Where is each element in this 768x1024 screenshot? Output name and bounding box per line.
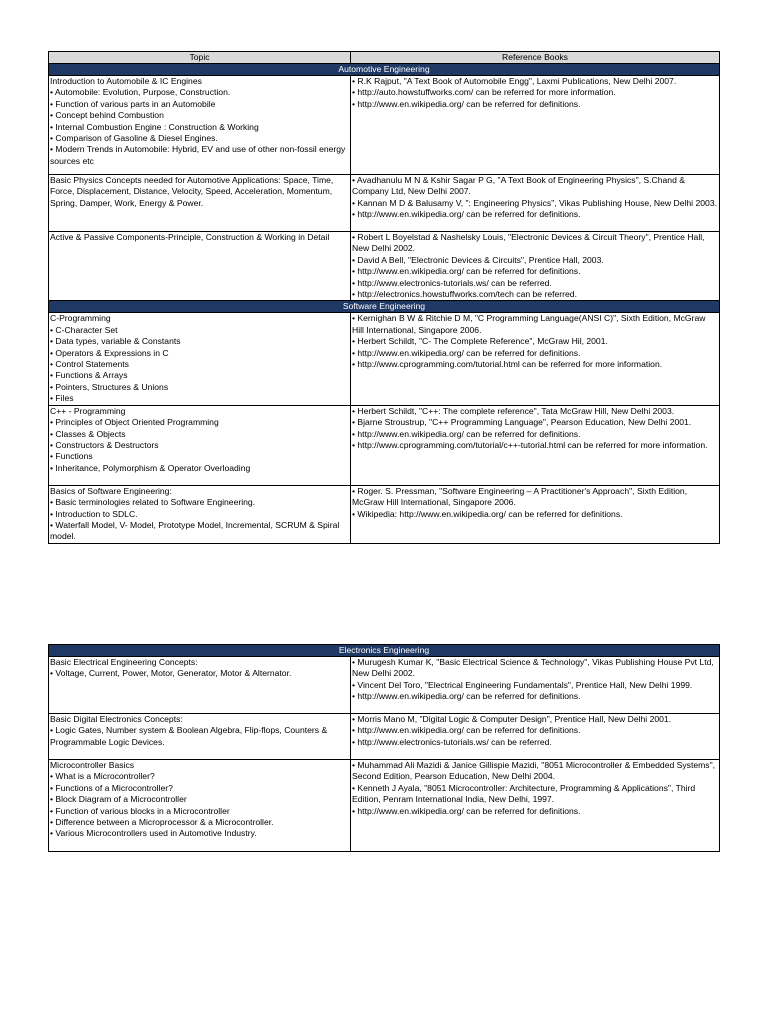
topic-bullet: • Modern Trends in Automobile: Hybrid, EV and use of other non-fossil energy sources etc (50, 144, 346, 166)
topic-bullet: • Functions of a Microcontroller? (50, 782, 173, 793)
topic-bullet: • Files (50, 393, 74, 404)
reference-item: • http://www.en.wikipedia.org/ can be referred for definitions. (352, 691, 581, 702)
reference-item: • Bjarne Stroustrup, "C++ Programming Language", Pearson Education, New Delhi 2001. (352, 417, 692, 428)
reference-item: • http://www.cprogramming.com/tutorial.html can be referred for more information. (352, 359, 663, 370)
topic-bullet: • Internal Combustion Engine : Construction & Working (50, 121, 259, 132)
reference-item: • http://www.en.wikipedia.org/ can be referred for definitions. (352, 805, 581, 816)
topic-bullet: • Principles of Object Oriented Programming (50, 417, 219, 428)
reference-item: • R.K Rajput, "A Text Book of Automobile Engg", Laxmi Publications, New Delhi 2007. (352, 76, 677, 86)
topic-cell (49, 232, 351, 301)
reference-item: • http://www.en.wikipedia.org/ can be referred for definitions. (352, 98, 581, 109)
topic-bullet: • What is a Microcontroller? (50, 771, 155, 782)
reference-item: • Robert L Boyelstad & Nashelsky Louis, "Electronic Devices & Circuit Theory", Prentice Hall, New Delhi 2002. (352, 232, 705, 254)
table-row (49, 76, 720, 175)
topic-title: Introduction to Automobile & IC Engines (50, 76, 202, 86)
table-header-row (49, 52, 720, 64)
topic-bullet: • Block Diagram of a Microcontroller (50, 794, 187, 805)
reference-item: • Muhammad Ali Mazidi & Janice Gillispie Mazidi, "8051 Microcontroller & Embedded Systems", Second Edition, Pearson Education, New Delhi 2004. (352, 760, 716, 782)
topic-cell (49, 313, 351, 405)
reference-item: • http://www.cprogramming.com/tutorial/c++-tutorial.html can be referred for more information. (352, 439, 708, 450)
table-row (49, 175, 720, 232)
topic-cell (49, 760, 351, 852)
topic-bullet: • Various Microcontrollers used in Automotive Industry. (50, 828, 257, 839)
topic-bullet: • Automobile: Evolution, Purpose, Construction. (50, 87, 231, 98)
reference-item: • http://www.electronics-tutorials.ws/ can be referred. (352, 277, 552, 288)
reference-item: • http://www.en.wikipedia.org/ can be referred for definitions. (352, 266, 581, 277)
table-row (49, 760, 720, 852)
reference-cell (351, 313, 720, 405)
table-row (49, 232, 720, 301)
topic-bullet: • Functions (50, 451, 93, 462)
section-title: Automotive Engineering (49, 64, 720, 76)
reference-item: • http://www.en.wikipedia.org/ can be referred for definitions. (352, 428, 581, 439)
reference-cell (351, 657, 720, 714)
topic-bullet: • Function of various parts in an Automobile (50, 98, 216, 109)
reference-item: • Kannan M D & Balusamy V, ": Engineering Physics", Vikas Publishing House, New Delhi 2003. (352, 197, 717, 208)
topic-bullet: • C-Character Set (50, 324, 118, 335)
reference-cell (351, 485, 720, 543)
topic-cell (49, 714, 351, 760)
topic-bullet: • Difference between a Microprocessor & a Microcontroller. (50, 817, 274, 828)
topic-title: Basic Electrical Engineering Concepts: (50, 657, 198, 667)
reference-item: • Kernighan B W & Ritchie D M, "C Programming Language(ANSI C)", Sixth Edition, McGraw Hill International, Singapore 2006. (352, 313, 706, 335)
topic-cell (49, 405, 351, 485)
section-header-row (49, 645, 720, 657)
topic-title: Basic Digital Electronics Concepts: (50, 714, 183, 724)
syllabus-table-1 (48, 51, 720, 544)
topic-bullet: • Function of various blocks in a Microcontroller (50, 805, 230, 816)
reference-item: • Murugesh Kumar K, "Basic Electrical Science & Technology", Vikas Publishing House Pvt Ltd, New Delhi 2002. (352, 657, 714, 679)
section-title: Software Engineering (49, 301, 720, 313)
reference-item: • http://www.en.wikipedia.org/ can be referred for definitions. (352, 347, 581, 358)
topic-bullet: • Basic terminologies related to Software Engineering. (50, 497, 256, 508)
reference-item: • Morris Mano M, "Digital Logic & Computer Design", Prentice Hall, New Delhi 2001. (352, 714, 672, 724)
topic-bullet: • Operators & Expressions in C (50, 347, 169, 358)
reference-column-header: Reference Books (351, 52, 720, 64)
topic-title: C++ - Programming (50, 405, 126, 416)
table-row (49, 405, 720, 485)
reference-item: • http://electronics.howstuffworks.com/tech can be referred. (352, 289, 577, 300)
topic-title: Basics of Software Engineering: (50, 485, 172, 496)
topic-cell (49, 175, 351, 232)
topic-bullet: • Waterfall Model, V- Model, Prototype Model, Incremental, SCRUM & Spiral model. (50, 519, 340, 542)
topic-bullet: • Data types, variable & Constants (50, 336, 181, 347)
reference-item: • http://www.en.wikipedia.org/ can be referred for definitions. (352, 725, 581, 736)
reference-cell (351, 76, 720, 175)
topic-title: Microcontroller Basics (50, 760, 135, 770)
topic-bullet: • Constructors & Destructors (50, 439, 159, 450)
topic-bullet: • Logic Gates, Number system & Boolean Algebra, Flip-flops, Counters & Programmable Logic Devices. (50, 725, 328, 747)
topic-bullet: • Inheritance, Polymorphism & Operator Overloading (50, 462, 251, 473)
reference-item: • http://auto.howstuffworks.com/ can be referred for more information. (352, 87, 616, 98)
topic-bullet: • Introduction to SDLC. (50, 508, 138, 519)
topic-bullet: • Functions & Arrays (50, 370, 128, 381)
section-header-row (49, 64, 720, 76)
topic-column-header: Topic (49, 52, 351, 64)
table-row (49, 714, 720, 760)
section-header-row (49, 301, 720, 313)
table-row (49, 313, 720, 405)
topic-bullet: • Pointers, Structures & Unions (50, 381, 169, 392)
reference-cell (351, 175, 720, 232)
table-row (49, 485, 720, 543)
reference-item: • Herbert Schildt, "C++: The complete reference", Tata McGraw Hill, New Delhi 2003. (352, 405, 675, 416)
reference-cell (351, 232, 720, 301)
topic-title: Basic Physics Concepts needed for Automotive Applications: Space, Time, Force, Displacement, Distance, Velocity, Speed, Acceleration, Momentum, Spring, Damper, Work, Energy & Power. (50, 175, 334, 208)
reference-item: • Roger. S. Pressman, "Software Engineering – A Practitioner's Approach", Sixth Edition, McGraw Hill International, Singapore 2006. (352, 485, 688, 508)
topic-bullet: • Comparison of Gasoline & Diesel Engines. (50, 133, 218, 144)
topic-cell (49, 76, 351, 175)
reference-item: • Avadhanulu M N & Kshir Sagar P G, "A Text Book of Engineering Physics", S.Chand & Company Ltd, New Delhi 2007. (352, 175, 685, 197)
topic-bullet: • Control Statements (50, 359, 129, 370)
topic-bullet: • Classes & Objects (50, 428, 126, 439)
reference-item: • Vincent Del Toro, "Electrical Engineering Fundamentals", Prentice Hall, New Delhi 1999. (352, 679, 693, 690)
topic-bullet: • Concept behind Combustion (50, 110, 164, 121)
reference-cell (351, 405, 720, 485)
reference-cell (351, 760, 720, 852)
reference-item: • Herbert Schildt, "C- The Complete Reference", McGraw Hil, 2001. (352, 336, 608, 347)
topic-title: Active & Passive Components-Principle, Construction & Working in Detail (50, 232, 330, 242)
reference-item: • http://www.en.wikipedia.org/ can be referred for definitions. (352, 209, 581, 220)
table-row (49, 657, 720, 714)
reference-item: • Kenneth J Ayala, "8051 Microcontroller: Architecture, Programming & Applications", Third Edition, Penram International India, New Delhi, 1997. (352, 782, 696, 805)
topic-cell (49, 657, 351, 714)
topic-bullet: • Voltage, Current, Power, Motor, Generator, Motor & Alternator. (50, 668, 292, 679)
syllabus-table-2 (48, 644, 720, 852)
reference-item: • http://www.electronics-tutorials.ws/ can be referred. (352, 736, 552, 747)
reference-item: • Wikipedia: http://www.en.wikipedia.org/ can be referred for definitions. (352, 508, 623, 519)
reference-cell (351, 714, 720, 760)
topic-title: C-Programming (50, 313, 111, 324)
section-title: Electronics Engineering (49, 645, 720, 657)
reference-item: • David A Bell, "Electronic Devices & Circuits", Prentice Hall, 2003. (352, 254, 604, 265)
topic-cell (49, 485, 351, 543)
